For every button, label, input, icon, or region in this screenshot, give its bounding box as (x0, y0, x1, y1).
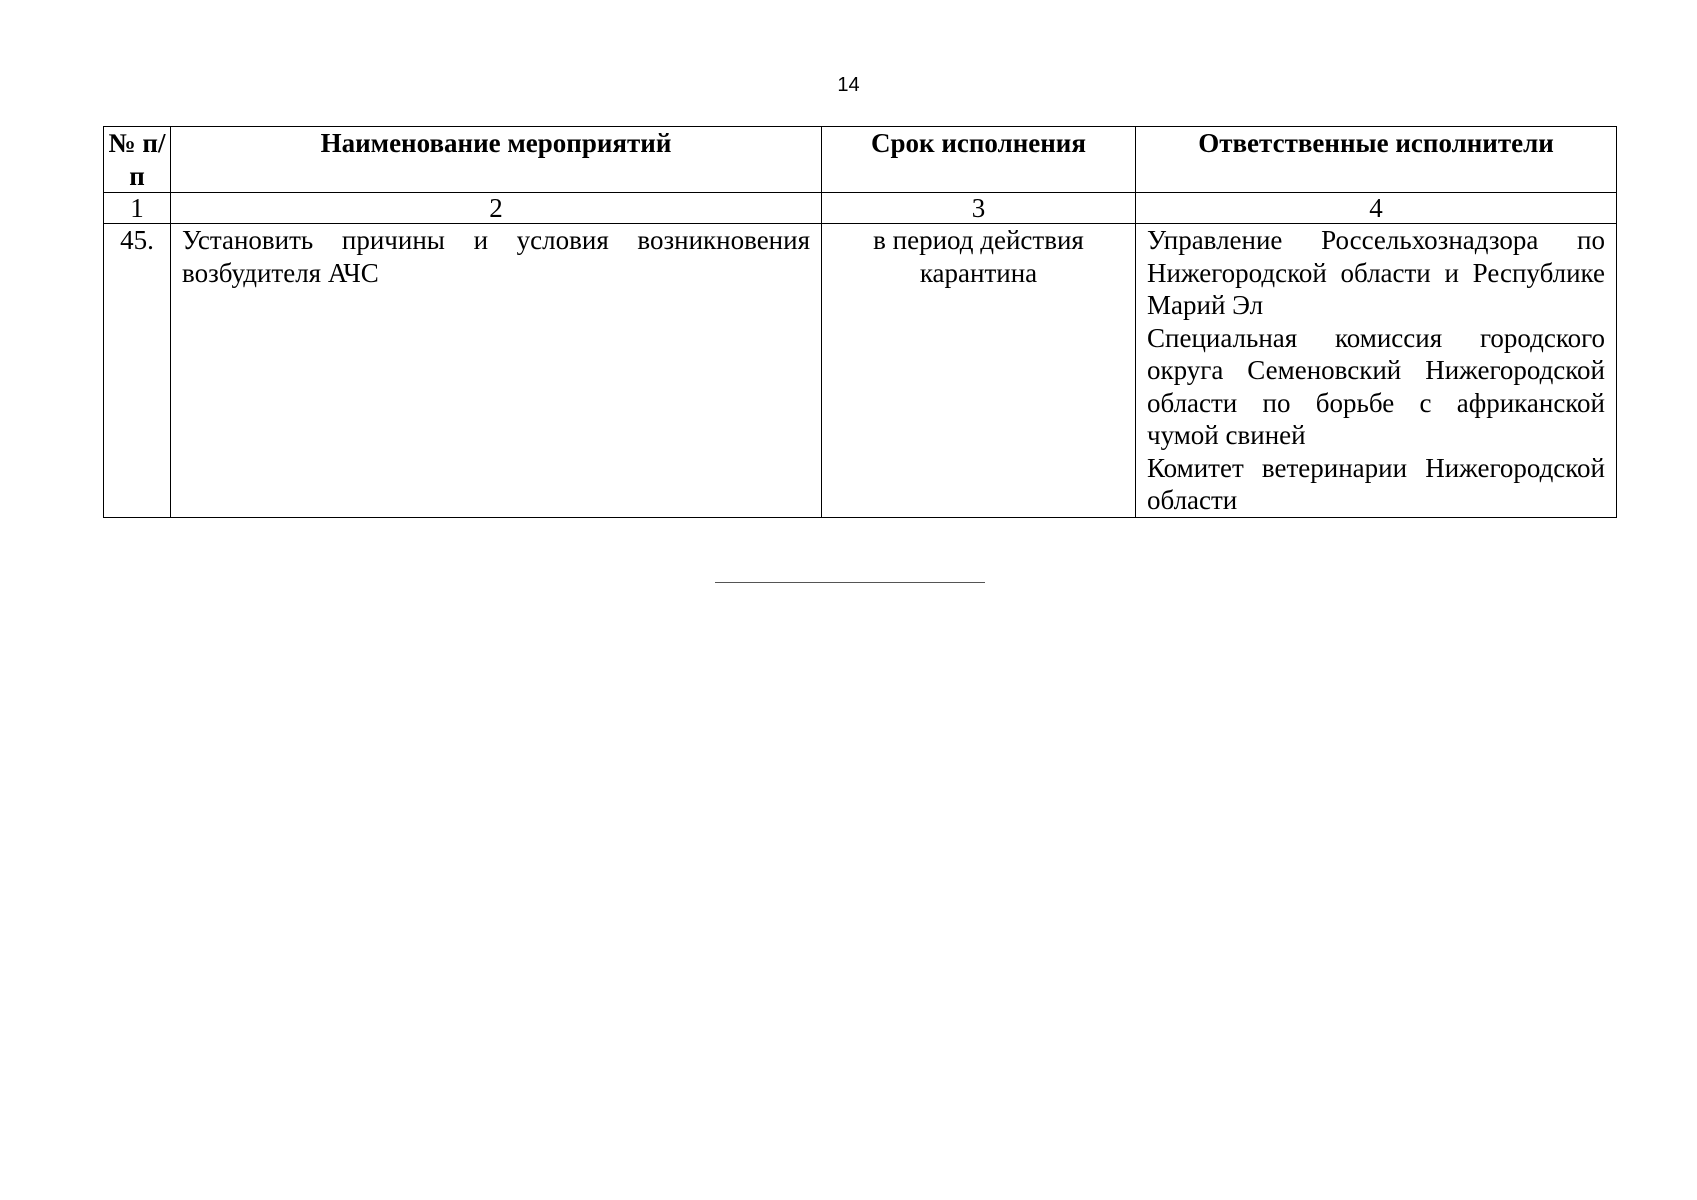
executor-item: Управление Россельхознадзора по Нижегородской области и Республике Марий Эл (1147, 225, 1605, 320)
column-number: 4 (1136, 193, 1617, 224)
header-deadline: Срок исполнения (822, 127, 1136, 193)
column-numbers-row (104, 193, 1617, 224)
row-deadline: в период действия карантина (822, 224, 1136, 518)
executor-item: Комитет ветеринарии Нижегородской области (1147, 452, 1605, 515)
row-num: 45. (104, 224, 171, 518)
row-measure-name: Установить причины и условия возникновения возбудителя АЧС (171, 224, 822, 518)
table-row (104, 224, 1617, 518)
executor-item: Специальная комиссия городского округа Семеновский Нижегородской области по борьбе с африканской чумой свиней (1147, 322, 1605, 450)
table-header-row (104, 127, 1617, 193)
end-separator-line (715, 582, 985, 583)
header-num: № п/п (104, 127, 171, 193)
column-number: 2 (171, 193, 822, 224)
page-number: 14 (837, 74, 860, 96)
column-number: 3 (822, 193, 1136, 224)
column-number: 1 (104, 193, 171, 224)
row-executors (1136, 224, 1617, 518)
header-executors: Ответственные исполнители (1136, 127, 1617, 193)
measures-table (103, 126, 1617, 518)
header-name: Наименование мероприятий (171, 127, 822, 193)
